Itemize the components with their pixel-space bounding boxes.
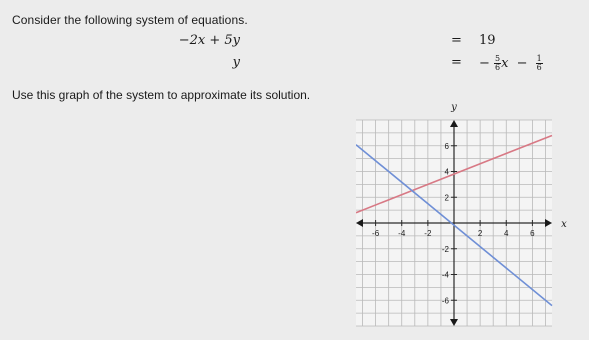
- equation-2-intercept-fraction: [536, 55, 543, 72]
- equation-2-variable: x: [501, 56, 509, 71]
- equation-2-operator: −: [516, 56, 528, 71]
- y-tick-label: 6: [444, 141, 449, 151]
- y-tick-label: -6: [441, 296, 449, 306]
- intercept-denominator: 6: [536, 63, 542, 72]
- y-tick-label: 4: [444, 167, 449, 177]
- y-tick-label: 2: [444, 193, 449, 203]
- x-tick-label: 6: [530, 229, 535, 238]
- equation-2-sign: −: [479, 56, 490, 71]
- equation-2-equals: =: [451, 55, 462, 70]
- coordinate-graph: [356, 100, 578, 338]
- equation-1-equals: =: [451, 33, 462, 48]
- x-tick-label: -4: [398, 229, 406, 238]
- slope-numerator: 5: [495, 54, 501, 63]
- equation-2-lhs: y: [232, 55, 240, 70]
- x-tick-label: -6: [372, 229, 380, 238]
- equation-2-rhs: [479, 55, 543, 72]
- y-tick-label: -4: [441, 270, 449, 280]
- y-axis-label: y: [451, 102, 457, 113]
- x-axis-label: x: [561, 219, 567, 230]
- question-prompt: Consider the following system of equations.: [12, 13, 248, 27]
- equation-1-rhs: 19: [479, 33, 496, 48]
- equation-1-lhs: −2x + 5y: [178, 33, 240, 48]
- x-tick-label: -2: [424, 229, 432, 238]
- slope-denominator: 6: [495, 63, 501, 72]
- intercept-numerator: 1: [536, 54, 542, 63]
- y-tick-label: -2: [441, 244, 449, 254]
- x-tick-label: 2: [477, 229, 483, 238]
- x-tick-label: 4: [504, 229, 509, 238]
- question-instruction: Use this graph of the system to approximate its solution.: [12, 88, 311, 102]
